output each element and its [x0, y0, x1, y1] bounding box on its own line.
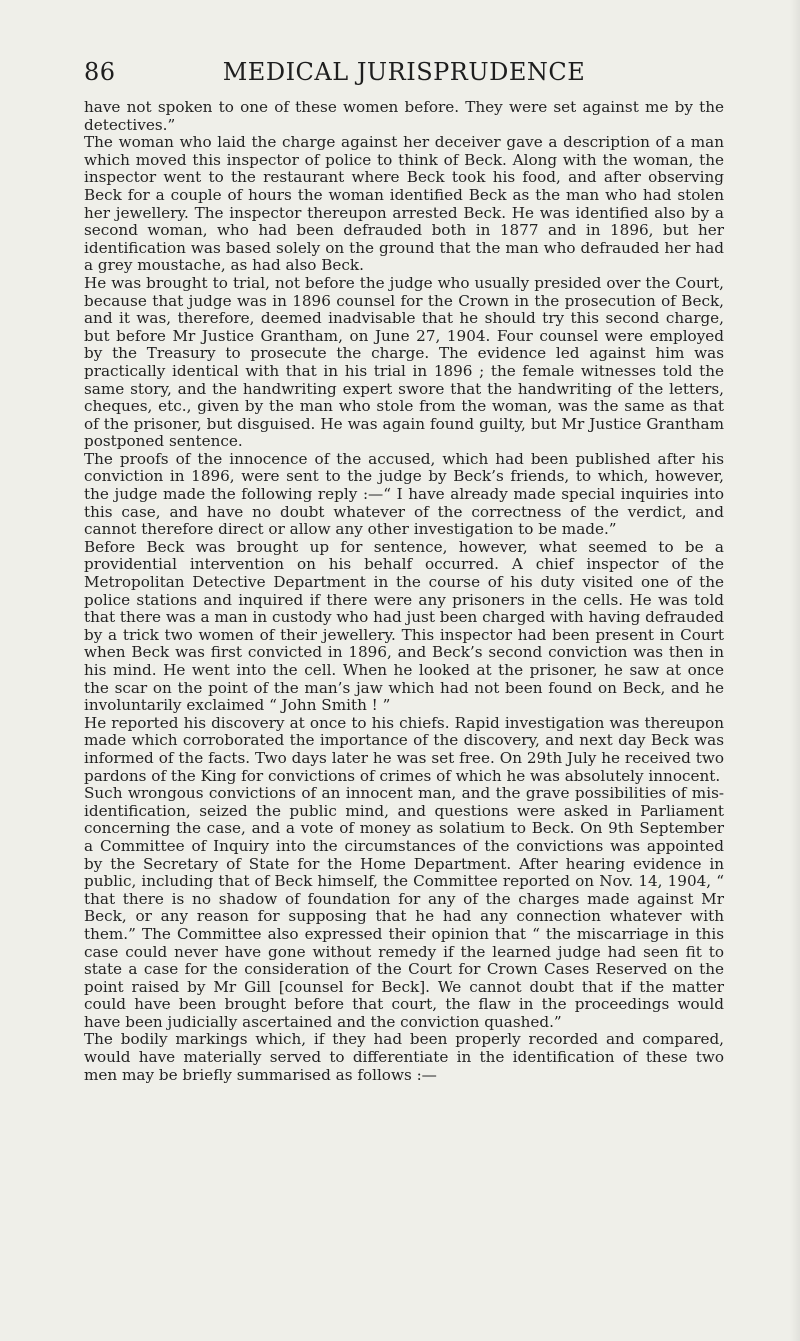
paragraph-bodily-markings: The bodily markings which, if they had been properly recorded and compared, would have materially served to differentiate in the identification of these two men may be briefly summarised as follows :— — [84, 1030, 724, 1084]
running-head: MEDICAL JURISPRUDENCE — [222, 58, 586, 86]
paragraph-committee-of-inquiry: Such wrongous convictions of an innocent man, and the grave possibilities of mis-identification, seized the public mind, and questions were asked in Parliament concerning the case, and a vote of money as solatium to Beck. On 9th September a Committee of Inquiry into the circumstances of the convictions was appointed by the Secretary of State for the Home Department. After hearing evidence in public, including that of Beck himself, the Committee reported on Nov. 14, 1904, “ that there is no shadow of foundation for any of the charges made against Mr Beck, or any reason for supposing that he had any connection whatever with them.” The Committee also expressed their opinion that “ the miscarriage in this case could never have gone without remedy if the learned judge had seen fit to state a case for the consideration of the Court for Crown Cases Reserved on the point raised by Mr Gill [counsel for Beck]. We cannot doubt that if the matter could have been brought before that court, the flaw in the proceedings would have been judicially ascertained and the conviction quashed.” — [84, 784, 724, 1031]
paragraph-woman-identification: The woman who laid the charge against her deceiver gave a description of a man which moved this inspector of police to think of Beck. Along with the woman, the inspector went to the restaurant where Beck took his food, and after observing Beck for a couple of hours the woman identified Beck as the man who had stolen her jewellery. The inspector thereupon arrested Beck. He was identified also by a second woman, who had been defrauded both in 1877 and in 1896, but her identification was based solely on the ground that the man who defrauded her had a grey moustache, as had also Beck. — [84, 133, 724, 275]
paragraph-proofs-of-innocence: The proofs of the innocence of the accused, which had been published after his conviction in 1896, were sent to the judge by Beck’s friends, to which, however, the judge made the following reply :—“ I have already made special inquiries into this case, and have no doubt whatever of the correctness of the verdict, and cannot therefore direct or allow any other investigation to be made.” — [84, 449, 724, 539]
page-edge-shadow — [790, 0, 800, 1341]
page-number: 86 — [84, 58, 116, 86]
body-text — [84, 99, 724, 1084]
paragraph-providential-intervention: Before Beck was brought up for sentence, however, what seemed to be a providential intervention on his behalf occurred. A chief inspector of the Metropolitan Detective Department in the course of his duty visited one of the police stations and inquired if there were any prisoners in the cells. He was told that there was a man in custody who had just been charged with having defrauded by a trick two women of their jewellery. This inspector had been present in Court when Beck was first convicted in 1896, and Beck’s second conviction was then in his mind. He went into the cell. When he looked at the prisoner, he saw at once the scar on the point of the man’s jaw which had not been found on Beck, and he involuntarily exclaimed “ John Smith ! ” — [84, 537, 724, 715]
paragraph-discovery-reported: He reported his discovery at once to his chiefs. Rapid investigation was thereupon made which corroborated the importance of the discovery, and next day Beck was informed of the facts. Two days later he was set free. On 29th July he received two pardons of the King for convictions of crimes of which he was absolutely innocent. — [84, 713, 724, 785]
page-header — [84, 58, 724, 92]
paragraph-second-trial: He was brought to trial, not before the judge who usually presided over the Court, because that judge was in 1896 counsel for the Crown in the prosecution of Beck, and it was, therefore, deemed inadvisable that he should try this second charge, but before Mr Justice Grantham, on June 27, 1904. Four counsel were employed by the Treasury to prosecute the charge. The evidence led against him was practically identical with that in his trial in 1896 ; the female witnesses told the same story, and the handwriting expert swore that the handwriting of the letters, cheques, etc., given by the man who stole from the woman, was the same as that of the prisoner, but disguised. He was again found guilty, but Mr Justice Grantham postponed sentence. — [84, 273, 724, 451]
paragraph-continued: have not spoken to one of these women before. They were set against me by the detectives.” — [84, 98, 724, 134]
